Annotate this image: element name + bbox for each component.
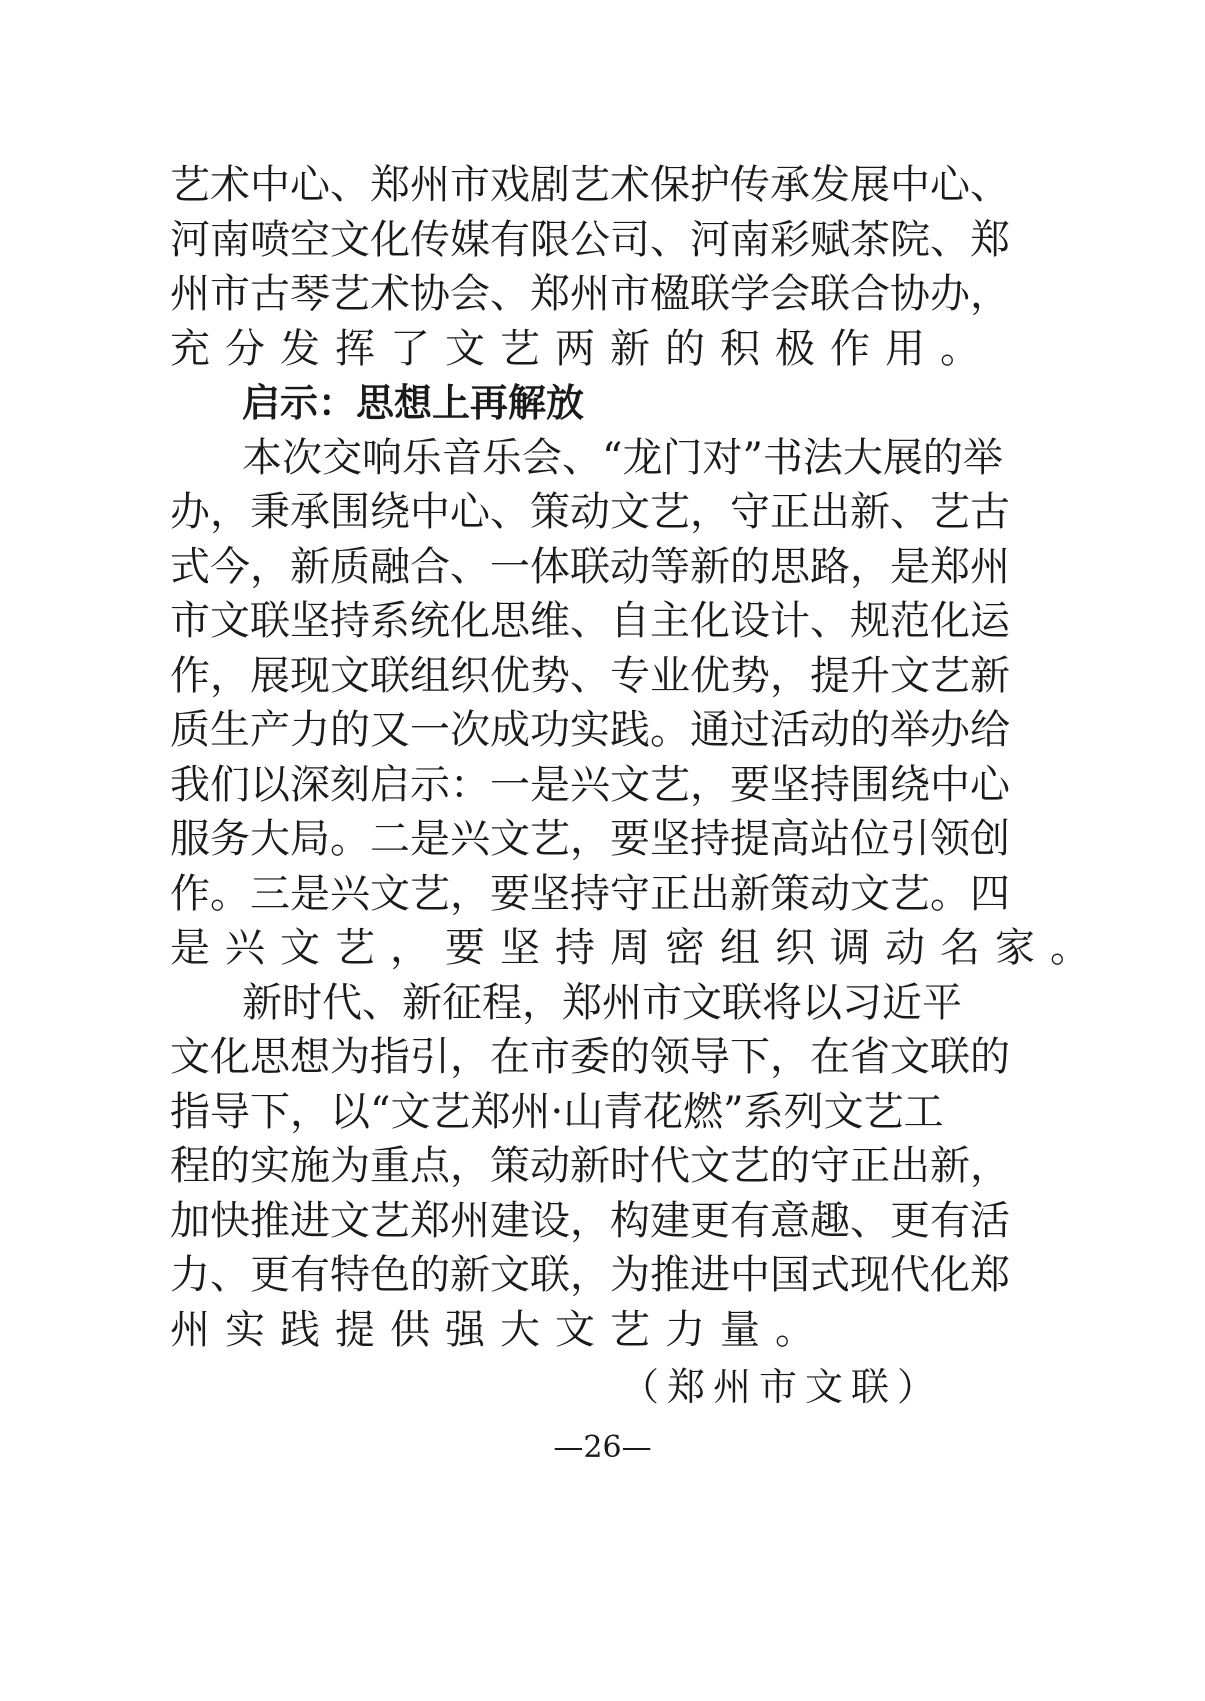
text-line: 文化思想为指引，在市委的领导下，在省文联的 xyxy=(170,1034,1010,1080)
text-line: 新时代、新征程，郑州市文联将以习近平 xyxy=(242,979,962,1026)
text-line: 充分发挥了文艺两新的积极作用。 xyxy=(170,325,995,372)
text-line: 力、更有特色的新文联，为推进中国式现代化郑 xyxy=(170,1252,1010,1298)
text-line: 式今，新质融合、一体联动等新的思路，是郑州 xyxy=(170,543,1010,590)
text-line: 加快推进文艺郑州建设，构建更有意趣、更有活 xyxy=(170,1197,1010,1244)
text-line: 服务大局。二是兴文艺，要坚持提高站位引领创 xyxy=(170,816,1010,862)
page-number: —26— xyxy=(553,1430,652,1465)
text-line: 河南喷空文化传媒有限公司、河南彩赋茶院、郑 xyxy=(170,216,1010,263)
text-line: 市文联坚持系统化思维、自主化设计、规范化运 xyxy=(170,598,1010,644)
text-line: 艺术中心、郑州市戏剧艺术保护传承发展中心、 xyxy=(170,162,1010,208)
text-line: 州实践提供强大文艺力量。 xyxy=(170,1306,830,1353)
text-line: 作。三是兴文艺，要坚持守正出新策动文艺。四 xyxy=(170,870,1010,917)
document-body xyxy=(170,158,1105,1357)
text-line: 州市古琴艺术协会、郑州市楹联学会联合协办， xyxy=(170,271,1010,317)
text-line: 是兴文艺，要坚持周密组织调动名家。 xyxy=(170,925,1105,971)
text-line: 办，秉承围绕中心、策动文艺，守正出新、艺古 xyxy=(170,489,1010,535)
text-line: 程的实施为重点，策动新时代文艺的守正出新， xyxy=(170,1143,1010,1189)
text-line: 质生产力的又一次成功实践。通过活动的举办给 xyxy=(170,707,1010,753)
text-line: 我们以深刻启示：一是兴文艺，要坚持围绕中心 xyxy=(170,761,1010,808)
text-line: 指导下，以“文艺郑州·山青花燃”系列文艺工 xyxy=(170,1088,944,1135)
text-line: 本次交响乐音乐会、“龙门对”书法大展的举 xyxy=(242,434,1003,481)
section-heading: 启示：思想上再解放 xyxy=(242,381,585,425)
text-line: 作，展现文联组织优势、专业优势，提升文艺新 xyxy=(170,652,1010,699)
signature: （郑州市文联） xyxy=(620,1365,943,1409)
